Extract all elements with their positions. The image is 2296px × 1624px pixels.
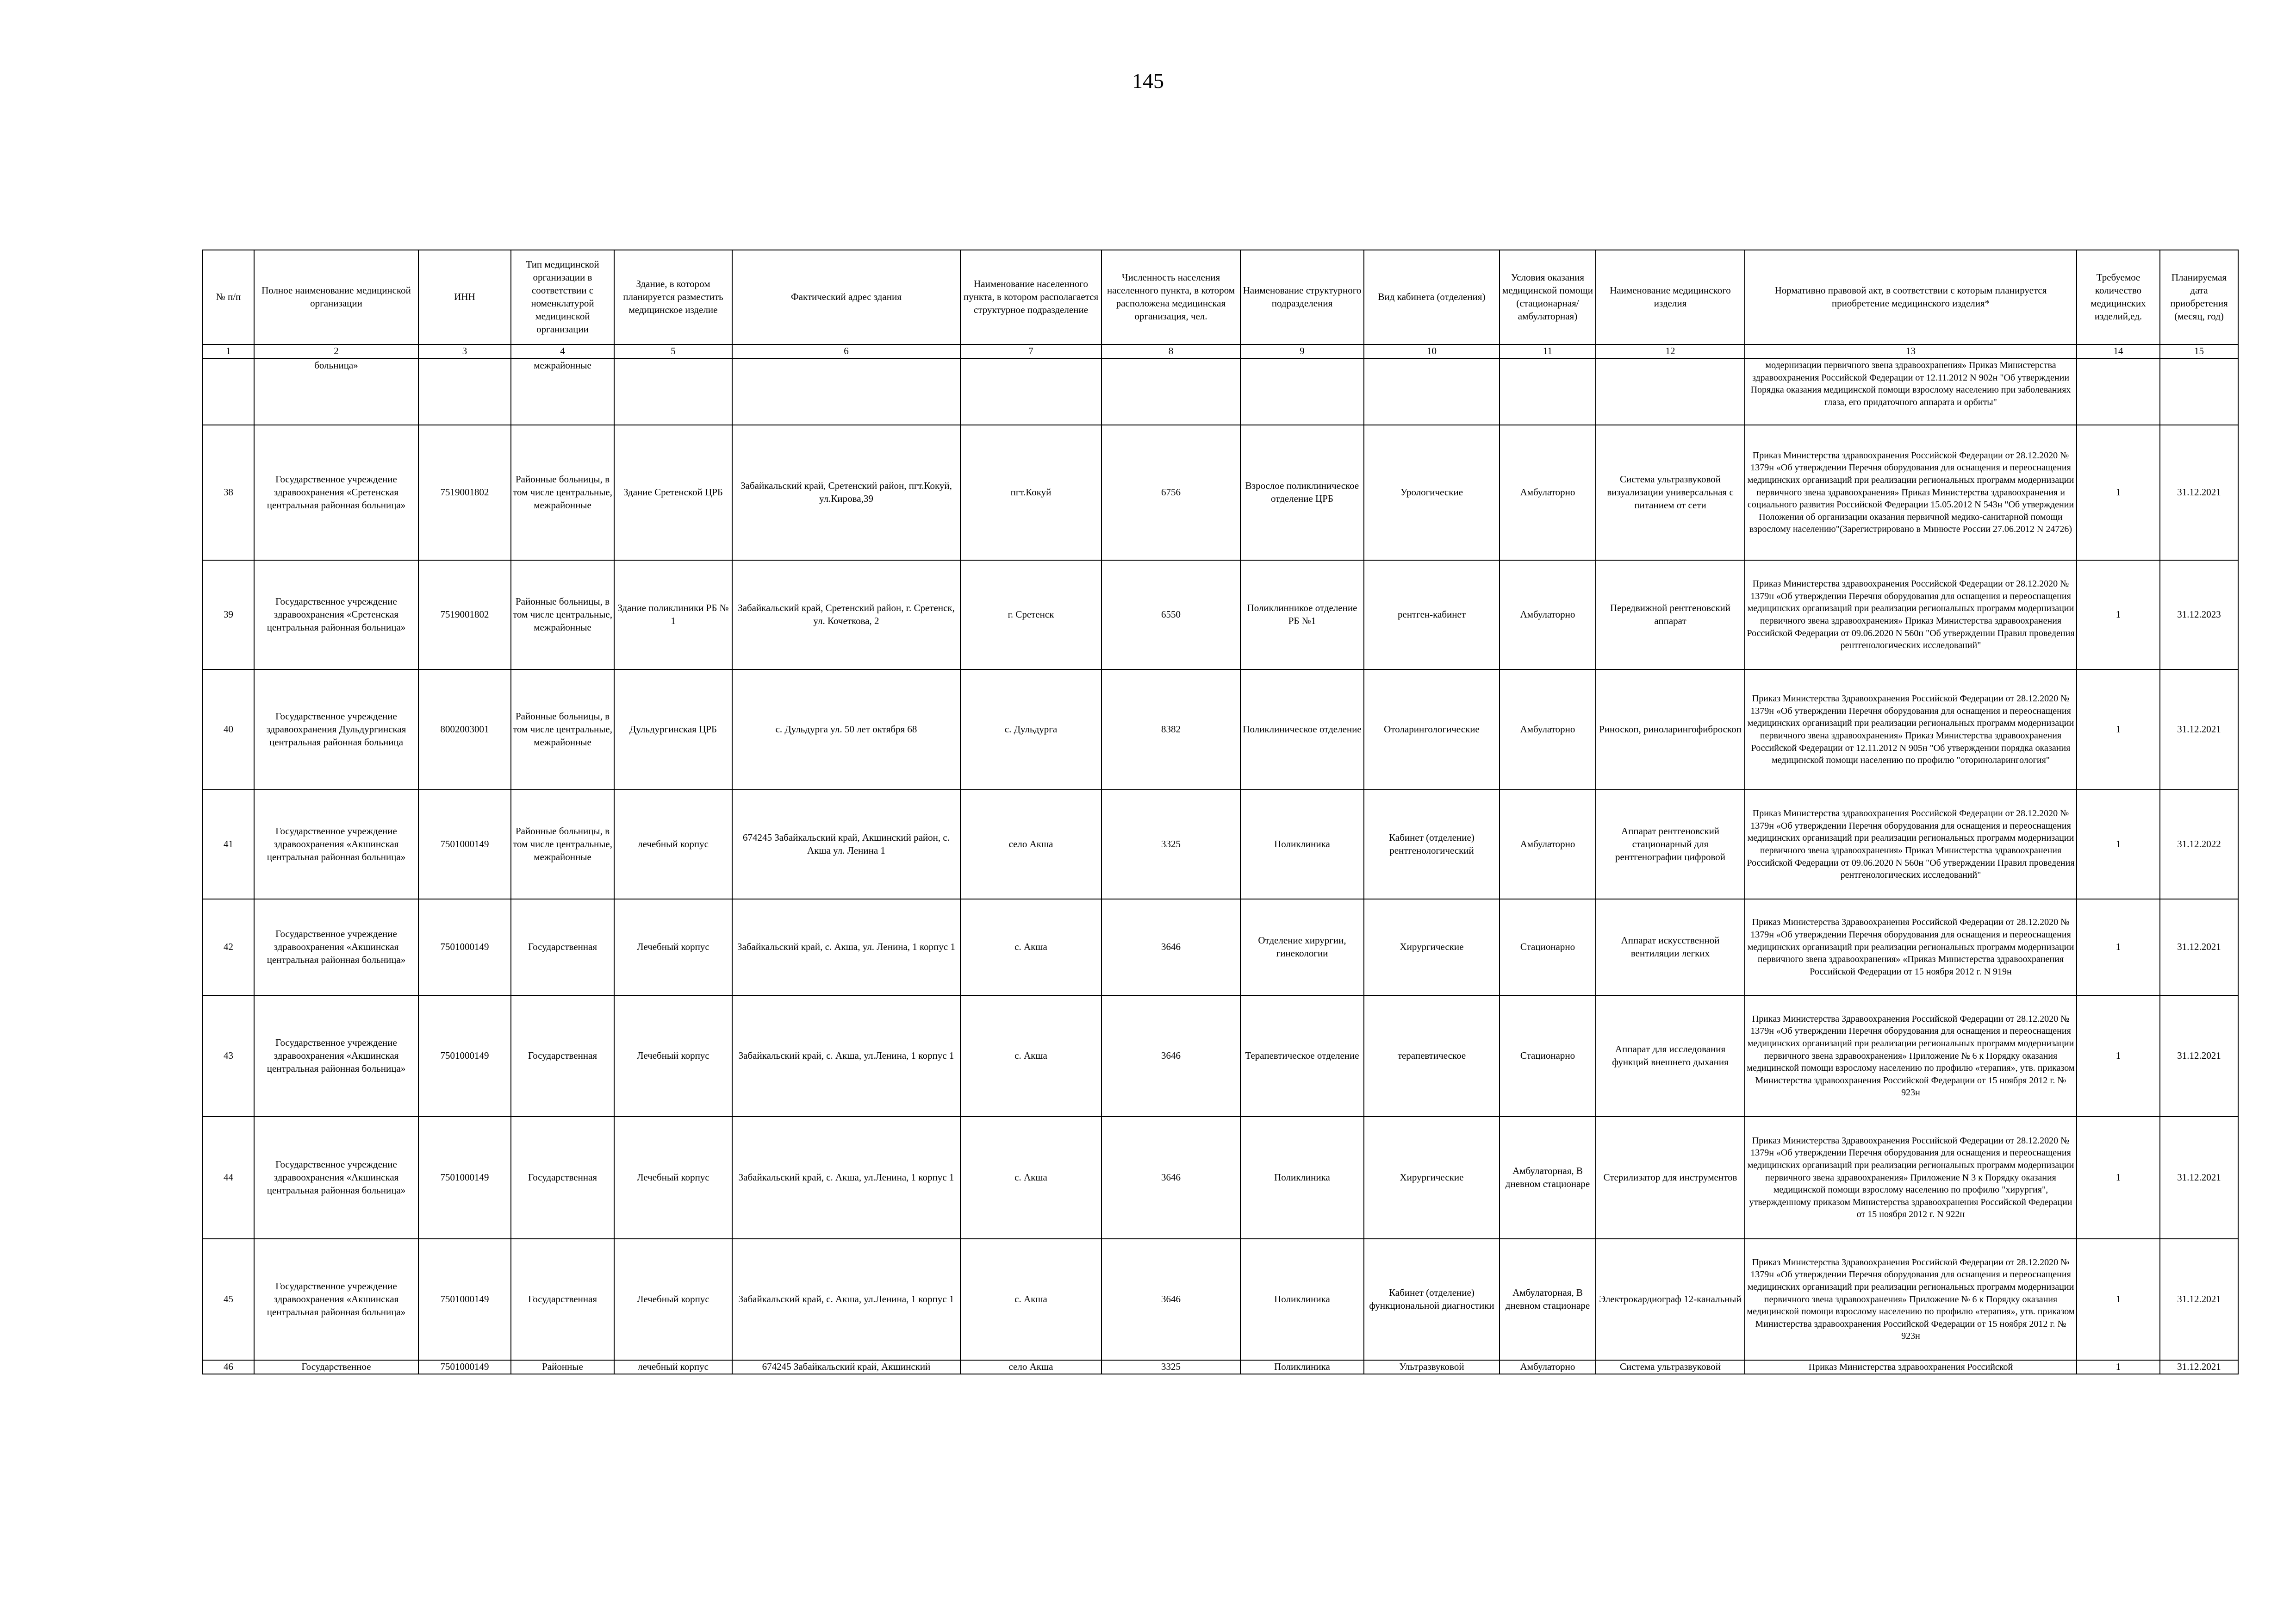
- table-cell: [1364, 358, 1500, 425]
- table-cell: лечебный корпус: [614, 790, 732, 899]
- table-cell: 3646: [1101, 1239, 1240, 1360]
- table-cell: Забайкальский край, Сретенский район, пгт.Кокуй, ул.Кирова,39: [732, 425, 960, 560]
- table-row: [203, 899, 2238, 995]
- column-number: 13: [1745, 344, 2077, 358]
- equipment-table: [202, 250, 2239, 1374]
- table-cell: лечебный корпус: [614, 1360, 732, 1374]
- table-cell: Районные больницы, в том числе центральные, межрайонные: [511, 669, 614, 790]
- table-cell: 31.12.2022: [2160, 790, 2238, 899]
- table-cell: [1500, 358, 1596, 425]
- table-cell: 31.12.2021: [2160, 1117, 2238, 1239]
- table-cell: больница»: [254, 358, 418, 425]
- table-cell: Районные больницы, в том числе центральные, межрайонные: [511, 560, 614, 669]
- column-number: 1: [203, 344, 254, 358]
- table-cell: с. Акша: [960, 1239, 1101, 1360]
- column-number: 9: [1240, 344, 1364, 358]
- table-cell: Передвижной рентгеновский аппарат: [1596, 560, 1745, 669]
- table-cell: Приказ Министерства Здравоохранения Российской Федерации от 28.12.2020 № 1379н «Об утверждении Перечня оборудования для оснащения и переоснащения медицинских организаций при реализации региональных программ модернизации первичного звена здравоохранения» «Приказ Министерства здравоохранения Российской Федерации от 15 ноября 2012 г. N 919н: [1745, 899, 2077, 995]
- table-cell: Государственное учреждение здравоохранения «Акшинская центральная районная больница»: [254, 995, 418, 1117]
- header-cell: Фактический адрес здания: [732, 250, 960, 344]
- table-cell: 31.12.2021: [2160, 1360, 2238, 1374]
- table-cell: 1: [2077, 669, 2160, 790]
- table-cell: [1240, 358, 1364, 425]
- table-cell: Ультразвуковой: [1364, 1360, 1500, 1374]
- table-row: [203, 1360, 2238, 1374]
- table-cell: Стационарно: [1500, 995, 1596, 1117]
- table-cell: Забайкальский край, Сретенский район, г. Сретенск, ул. Кочеткова, 2: [732, 560, 960, 669]
- table-cell: Приказ Министерства здравоохранения Российской Федерации от 28.12.2020 № 1379н «Об утверждении Перечня оборудования для оснащения и переоснащения медицинских организаций при реализации региональных программ модернизации первичного звена здравоохранения» Приказ Министерства здравоохранения и социального развития Российской Федерации 15.05.2012 N 543н "Об утверждении Положения об организации оказания первичной медико-санитарной помощи взрослому населению"(Зарегистрировано в Минюсте России 27.06.2012 N 24726): [1745, 425, 2077, 560]
- table-cell: Государственное учреждение здравоохранения «Акшинская центральная районная больница»: [254, 899, 418, 995]
- table-cell: 7501000149: [418, 790, 511, 899]
- table-cell: 1: [2077, 1117, 2160, 1239]
- table-cell: Здание поликлиники РБ № 1: [614, 560, 732, 669]
- table-cell: Приказ Министерства здравоохранения Российской Федерации от 28.12.2020 № 1379н «Об утверждении Перечня оборудования для оснащения и переоснащения медицинских организаций при реализации региональных программ модернизации первичного звена здравоохранения» Приказ Министерства здравоохранения Российской Федерации от 09.06.2020 N 560н "Об утверждении Правил проведения рентгенологических исследований": [1745, 560, 2077, 669]
- table-cell: Районные больницы, в том числе центральные, межрайонные: [511, 425, 614, 560]
- header-cell: Наименование населенного пункта, в котором располагается структурное подразделение: [960, 250, 1101, 344]
- table-cell: 6756: [1101, 425, 1240, 560]
- table-cell: 43: [203, 995, 254, 1117]
- table-cell: Забайкальский край, с. Акша, ул.Ленина, 1 корпус 1: [732, 1239, 960, 1360]
- column-number: 12: [1596, 344, 1745, 358]
- table-cell: терапевтическое: [1364, 995, 1500, 1117]
- table-cell: 7501000149: [418, 1117, 511, 1239]
- column-number: 2: [254, 344, 418, 358]
- table-cell: 7519001802: [418, 560, 511, 669]
- table-cell: Кабинет (отделение) рентгенологический: [1364, 790, 1500, 899]
- table-cell: с. Акша: [960, 1117, 1101, 1239]
- table-cell: Приказ Министерства здравоохранения Российской Федерации от 28.12.2020 № 1379н «Об утверждении Перечня оборудования для оснащения и переоснащения медицинских организаций при реализации региональных программ модернизации первичного звена здравоохранения» Приказ Министерства здравоохранения Российской Федерации от 09.06.2020 N 560н "Об утверждении Правил проведения рентгенологических исследований": [1745, 790, 2077, 899]
- table-cell: 41: [203, 790, 254, 899]
- table-cell: Амбулаторная, В дневном стационаре: [1500, 1239, 1596, 1360]
- table-cell: село Акша: [960, 1360, 1101, 1374]
- table-cell: Взрослое поликлиническое отделение ЦРБ: [1240, 425, 1364, 560]
- column-number: 7: [960, 344, 1101, 358]
- table-cell: 674245 Забайкальский край, Акшинский: [732, 1360, 960, 1374]
- table-row: [203, 358, 2238, 425]
- table-cell: Государственная: [511, 995, 614, 1117]
- table-cell: [1596, 358, 1745, 425]
- table-cell: Приказ Министерства Здравоохранения Российской Федерации от 28.12.2020 № 1379н «Об утверждении Перечня оборудования для оснащения и переоснащения медицинских организаций при реализации региональных программ модернизации первичного звена здравоохранения» Приложение N 3 к Порядку оказания медицинской помощи взрослому населению по профилю "хирургия", утвержденному приказом Министерства здравоохранения Российской Федерации от 15 ноября 2012 г. N 922н: [1745, 1117, 2077, 1239]
- table-cell: [960, 358, 1101, 425]
- table-cell: 3325: [1101, 1360, 1240, 1374]
- table-row: [203, 790, 2238, 899]
- column-number: 3: [418, 344, 511, 358]
- table-cell: Аппарат искусственной вентиляции легких: [1596, 899, 1745, 995]
- header-row: [203, 250, 2238, 344]
- table-cell: [732, 358, 960, 425]
- table-cell: 1: [2077, 790, 2160, 899]
- header-cell: Условия оказания медицинской помощи (стационарная/ амбулаторная): [1500, 250, 1596, 344]
- table-cell: Поликлиника: [1240, 1360, 1364, 1374]
- table-cell: Аппарат для исследования функций внешнего дыхания: [1596, 995, 1745, 1117]
- table-cell: Амбулаторно: [1500, 1360, 1596, 1374]
- table-cell: 6550: [1101, 560, 1240, 669]
- table-cell: рентген-кабинет: [1364, 560, 1500, 669]
- table-cell: Государственная: [511, 899, 614, 995]
- header-cell: Планируемая дата приобретения (месяц, год): [2160, 250, 2238, 344]
- table-cell: 7501000149: [418, 1239, 511, 1360]
- table-cell: Приказ Министерства Здравоохранения Российской Федерации от 28.12.2020 № 1379н «Об утверждении Перечня оборудования для оснащения и переоснащения медицинских организаций при реализации региональных программ модернизации первичного звена здравоохранения» Приложение № 6 к Порядку оказания медицинской помощи взрослому населению по профилю «терапия», утв. приказом Министерства здравоохранения Российской Федерации от 15 ноября 2012 г. № 923н: [1745, 1239, 2077, 1360]
- header-cell: Требуемое количество медицинских изделий,ед.: [2077, 250, 2160, 344]
- table-cell: Государственное учреждение здравоохранения Дульдургинская центральная районная больница: [254, 669, 418, 790]
- table-cell: Государственное учреждение здравоохранения «Сретенская центральная районная больница»: [254, 560, 418, 669]
- table-cell: [203, 358, 254, 425]
- table-cell: 3646: [1101, 1117, 1240, 1239]
- table-cell: с. Акша: [960, 995, 1101, 1117]
- table-cell: Лечебный корпус: [614, 995, 732, 1117]
- table-cell: Поликлиника: [1240, 1117, 1364, 1239]
- table-cell: Аппарат рентгеновский стационарный для рентгенографии цифровой: [1596, 790, 1745, 899]
- table-cell: Амбулаторно: [1500, 790, 1596, 899]
- table-cell: 3325: [1101, 790, 1240, 899]
- table-cell: Стерилизатор для инструментов: [1596, 1117, 1745, 1239]
- table-cell: Районные: [511, 1360, 614, 1374]
- table-cell: Лечебный корпус: [614, 1239, 732, 1360]
- table-cell: Лечебный корпус: [614, 1117, 732, 1239]
- table-cell: 1: [2077, 425, 2160, 560]
- table-cell: с. Дульдурга ул. 50 лет октября 68: [732, 669, 960, 790]
- table-cell: Государственное учреждение здравоохранения «Акшинская центральная районная больница»: [254, 1117, 418, 1239]
- table-cell: Государственная: [511, 1117, 614, 1239]
- table-cell: 38: [203, 425, 254, 560]
- table-cell: Кабинет (отделение) функциональной диагностики: [1364, 1239, 1500, 1360]
- table-cell: 31.12.2023: [2160, 560, 2238, 669]
- table-cell: Государственная: [511, 1239, 614, 1360]
- table-cell: Отделение хирургии, гинекологии: [1240, 899, 1364, 995]
- page-number: 145: [1132, 69, 1164, 93]
- table-cell: межрайонные: [511, 358, 614, 425]
- header-cell: Здание, в котором планируется разместить медицинское изделие: [614, 250, 732, 344]
- table-row: [203, 1117, 2238, 1239]
- column-number-row: [203, 344, 2238, 358]
- header-cell: ИНН: [418, 250, 511, 344]
- header-cell: Наименование медицинского изделия: [1596, 250, 1745, 344]
- table-cell: с. Дульдурга: [960, 669, 1101, 790]
- table-cell: Государственное учреждение здравоохранения «Акшинская центральная районная больница»: [254, 1239, 418, 1360]
- column-number: 8: [1101, 344, 1240, 358]
- table-row: [203, 995, 2238, 1117]
- table-cell: Амбулаторно: [1500, 425, 1596, 560]
- table-cell: 1: [2077, 899, 2160, 995]
- table-cell: 40: [203, 669, 254, 790]
- table-cell: Забайкальский край, с. Акша, ул.Ленина, 1 корпус 1: [732, 995, 960, 1117]
- table-cell: Здание Сретенской ЦРБ: [614, 425, 732, 560]
- table-cell: г. Сретенск: [960, 560, 1101, 669]
- header-cell: Нормативно правовой акт, в соответствии с которым планируется приобретение медицинского изделия*: [1745, 250, 2077, 344]
- header-cell: Численность населения населенного пункта, в котором расположена медицинская организация, чел.: [1101, 250, 1240, 344]
- table-cell: 31.12.2021: [2160, 995, 2238, 1117]
- column-number: 15: [2160, 344, 2238, 358]
- table-cell: Поликлиника: [1240, 1239, 1364, 1360]
- table-cell: 3646: [1101, 899, 1240, 995]
- table-row: [203, 669, 2238, 790]
- header-cell: Вид кабинета (отделения): [1364, 250, 1500, 344]
- table-cell: Амбулаторно: [1500, 669, 1596, 790]
- table-cell: Система ультразвуковой: [1596, 1360, 1745, 1374]
- table-cell: Амбулаторная, В дневном стационаре: [1500, 1117, 1596, 1239]
- table-cell: 1: [2077, 995, 2160, 1117]
- table-cell: Государственное учреждение здравоохранения «Сретенская центральная районная больница»: [254, 425, 418, 560]
- header-cell: Полное наименование медицинской организации: [254, 250, 418, 344]
- table-cell: 674245 Забайкальский край, Акшинский район, с. Акша ул. Ленина 1: [732, 790, 960, 899]
- table-cell: Риноскоп, риноларингофиброскоп: [1596, 669, 1745, 790]
- table-cell: Забайкальский край, с. Акша, ул.Ленина, 1 корпус 1: [732, 1117, 960, 1239]
- header-cell: № п/п: [203, 250, 254, 344]
- table-cell: 1: [2077, 1360, 2160, 1374]
- header-cell: Тип медицинской организации в соответствии с номенклатурой медицинской организации: [511, 250, 614, 344]
- table-cell: 8382: [1101, 669, 1240, 790]
- table-cell: Забайкальский край, с. Акша, ул. Ленина, 1 корпус 1: [732, 899, 960, 995]
- table-cell: Приказ Министерства Здравоохранения Российской Федерации от 28.12.2020 № 1379н «Об утверждении Перечня оборудования для оснащения и переоснащения медицинских организаций при реализации региональных программ модернизации первичного звена здравоохранения» Приложение № 6 к Порядку оказания медицинской помощи взрослому населению по профилю «терапия», утв. приказом Министерства здравоохранения Российской Федерации от 15 ноября 2012 г. № 923н: [1745, 995, 2077, 1117]
- table-cell: [1101, 358, 1240, 425]
- table-cell: Электрокардиограф 12-канальный: [1596, 1239, 1745, 1360]
- table-cell: Районные больницы, в том числе центральные, межрайонные: [511, 790, 614, 899]
- table-cell: Приказ Министерства Здравоохранения Российской Федерации от 28.12.2020 № 1379н «Об утверждении Перечня оборудования для оснащения и переоснащения медицинских организаций при реализации региональных программ модернизации первичного звена здравоохранения» Приказ Министерства здравоохранения Российской Федерации от 12.11.2012 N 905н "Об утверждении порядка оказания медицинской помощи населению по профилю "оториноларингология": [1745, 669, 2077, 790]
- table-cell: 7501000149: [418, 899, 511, 995]
- column-number: 14: [2077, 344, 2160, 358]
- table-row: [203, 425, 2238, 560]
- table-cell: Приказ Министерства здравоохранения Российской: [1745, 1360, 2077, 1374]
- table-row: [203, 560, 2238, 669]
- table-cell: Дульдургинская ЦРБ: [614, 669, 732, 790]
- table-cell: Хирургические: [1364, 1117, 1500, 1239]
- table-cell: Урологические: [1364, 425, 1500, 560]
- table-cell: Система ультразвуковой визуализации универсальная с питанием от сети: [1596, 425, 1745, 560]
- table-cell: Государственное учреждение здравоохранения «Акшинская центральная районная больница»: [254, 790, 418, 899]
- table-cell: 7501000149: [418, 1360, 511, 1374]
- table-row: [203, 1239, 2238, 1360]
- table-cell: 42: [203, 899, 254, 995]
- table-cell: 46: [203, 1360, 254, 1374]
- table-cell: [418, 358, 511, 425]
- table-cell: село Акша: [960, 790, 1101, 899]
- table-cell: Терапевтическое отделение: [1240, 995, 1364, 1117]
- column-number: 6: [732, 344, 960, 358]
- column-number: 4: [511, 344, 614, 358]
- table-cell: Хирургические: [1364, 899, 1500, 995]
- table-cell: Лечебный корпус: [614, 899, 732, 995]
- table-cell: Поликлиническое отделение: [1240, 669, 1364, 790]
- table-cell: 3646: [1101, 995, 1240, 1117]
- column-number: 11: [1500, 344, 1596, 358]
- table-cell: 1: [2077, 560, 2160, 669]
- table-cell: модернизации первичного звена здравоохранения» Приказ Министерства здравоохранения Российской Федерации от 12.11.2012 N 902н "Об утверждении Порядка оказания медицинской помощи взрослому населению при заболеваниях глаза, его придаточного аппарата и орбиты": [1745, 358, 2077, 425]
- column-number: 10: [1364, 344, 1500, 358]
- table-cell: 1: [2077, 1239, 2160, 1360]
- table-cell: 8002003001: [418, 669, 511, 790]
- table-cell: 31.12.2021: [2160, 425, 2238, 560]
- table-cell: 31.12.2021: [2160, 1239, 2238, 1360]
- table-cell: 45: [203, 1239, 254, 1360]
- table-cell: 31.12.2021: [2160, 669, 2238, 790]
- table-cell: [2160, 358, 2238, 425]
- table-cell: 31.12.2021: [2160, 899, 2238, 995]
- table-cell: [614, 358, 732, 425]
- table-cell: с. Акша: [960, 899, 1101, 995]
- table-cell: Государственное: [254, 1360, 418, 1374]
- table-cell: [2077, 358, 2160, 425]
- table-cell: 44: [203, 1117, 254, 1239]
- table-cell: пгт.Кокуй: [960, 425, 1101, 560]
- column-number: 5: [614, 344, 732, 358]
- table-cell: 7519001802: [418, 425, 511, 560]
- header-cell: Наименование структурного подразделения: [1240, 250, 1364, 344]
- table-cell: 39: [203, 560, 254, 669]
- table-cell: 7501000149: [418, 995, 511, 1117]
- table-cell: Поликлинникое отделение РБ №1: [1240, 560, 1364, 669]
- table-cell: Амбулаторно: [1500, 560, 1596, 669]
- table-cell: Отоларингологические: [1364, 669, 1500, 790]
- table-cell: Стационарно: [1500, 899, 1596, 995]
- table-cell: Поликлиника: [1240, 790, 1364, 899]
